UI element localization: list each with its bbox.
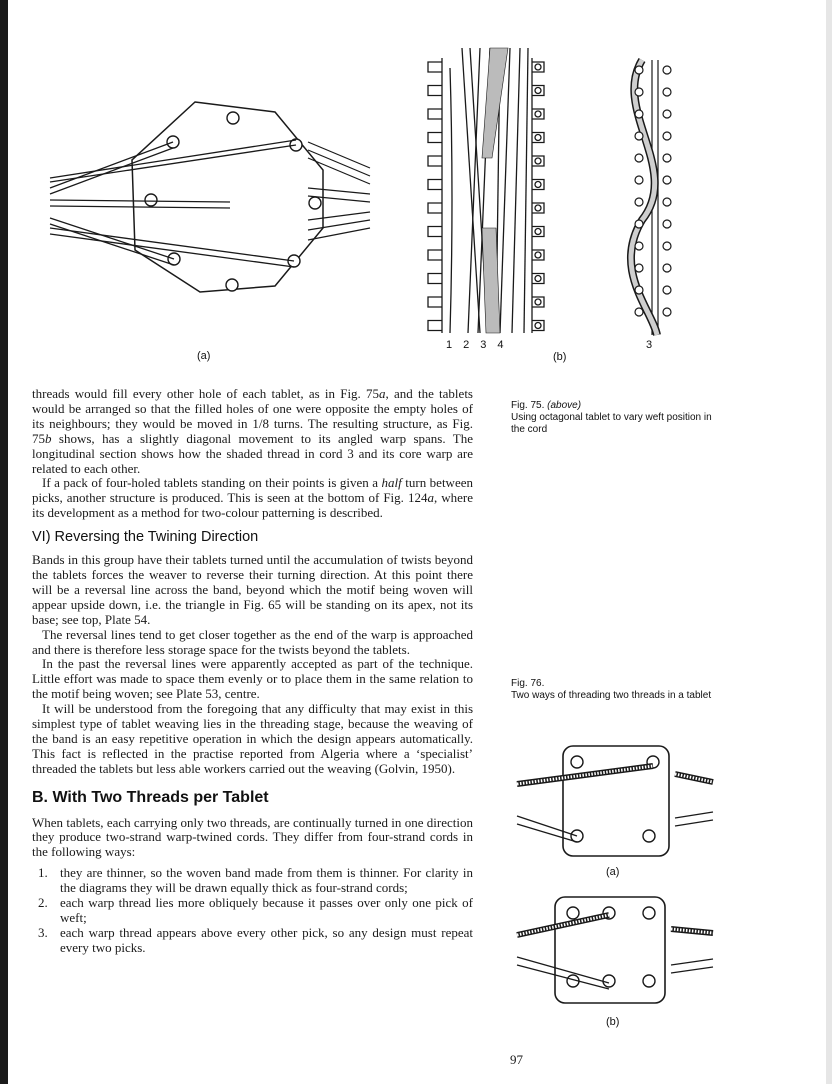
fig75a-label: (a) <box>197 350 211 362</box>
book-binding-edge <box>0 0 8 1084</box>
fig76-number: Fig. 76. <box>511 678 545 689</box>
paragraph-reversal-bands: Bands in this group have their tablets turned until the accumulation of twists beyond the tablets forces the weaver to reverse their turning direction. At this point there will be a reversal line across the band, beyond which the motif being woven will appear upside down, i.e. the triangle in Fig. 65 will be standing on its apex, not its base; see top, Plate 54. <box>32 552 473 627</box>
page-edge-shadow <box>826 0 832 1084</box>
fig76-caption-text: Two ways of threading two threads in a tablet <box>511 690 712 701</box>
list-item: 3. each warp thread appears above every other pick, so any design must repeat every two picks. <box>38 924 473 955</box>
fig75b-label: (b) <box>553 351 567 363</box>
paragraph-two-strand: When tablets, each carrying only two threads, are continually turned in one direction they produce two-strand warp-twined cords. They differ from four-strand cords in the following ways: <box>32 814 473 860</box>
heading-two-threads: B. With Two Threads per Tablet <box>32 788 269 806</box>
paragraph-reversal-lines: The reversal lines tend to get closer together as the end of the warp is approached and there is therefore less storage space for the twists beyond the tablets. <box>32 626 473 657</box>
weft-loops-left <box>428 62 442 331</box>
cord-number-4: 4 <box>497 339 515 351</box>
plain-thread-lower <box>517 957 713 989</box>
section-number: 3 <box>646 339 653 351</box>
list-item: 2. each warp thread lies more obliquely because it passes over only one pick of weft; <box>38 895 473 925</box>
fig75b-cords-diagram <box>420 48 560 338</box>
fig75-number: Fig. 75. <box>511 400 545 411</box>
paragraph-half-turn: If a pack of four-holed tablets standing on their points is given a half turn between picks, another structure is produced. This is seen at the bottom of Fig. 124a, where its development as a method for two-colour patterning is described. <box>32 475 473 521</box>
text-column <box>32 387 473 956</box>
weft-loops-right <box>532 62 544 331</box>
cord-numbers <box>446 339 515 351</box>
twisted-thread-upper <box>517 915 713 935</box>
differences-list <box>32 866 473 955</box>
fig76b-label: (b) <box>606 1016 620 1028</box>
fig75a-octagonal-tablet-diagram <box>40 90 390 310</box>
page-number: 97 <box>510 1052 523 1067</box>
cord-number-3: 3 <box>480 339 498 351</box>
paragraph-past-technique: In the past the reversal lines were apparently accepted as part of the technique. Little effort was made to space them evenly or to place them in the same relation to the motif being woven; see Plate 53, centre. <box>32 656 473 702</box>
plain-thread-lower <box>517 812 713 842</box>
fig75-caption-text: Using octagonal tablet to vary weft position in the cord <box>511 412 712 435</box>
fig76b-tablet-diagram <box>515 893 715 1011</box>
paragraph-threading-stage: It will be understood from the foregoing that any difficulty that may exist in this simplest type of tablet weaving lies in the threading stage, because the weaving of the band is an easy repetitive operation in which the design appears automatically. This fact is reflected in the practise reported from Algeria where a ‘specialist’ threaded the tablets but less able workers carried out the weaving (Golvin, 1950). <box>32 701 473 776</box>
fig75-note: (above) <box>547 400 582 411</box>
paragraph-threads: threads would fill every other hole of each tablet, as in Fig. 75a, and the tablets would be arranged so that the filled holes of one were opposite the empty holes of its neighbours; they would be moved in 1/8 turns. The resulting structure, as Fig. 75b shows, has a slightly diagonal movement to its angled warp spans. The longitudinal section shows how the shaded thread in cord 3 and its core warp are related to each other. <box>32 386 473 476</box>
fig76-caption <box>511 678 721 702</box>
fig75-caption <box>511 400 721 436</box>
fig76a-label: (a) <box>606 866 620 878</box>
list-item: 1. they are thinner, so the woven band made from them is thinner. For clarity in the diagrams they will be drawn equally thick as four-strand cords; <box>38 865 473 896</box>
warp-threads-right <box>308 142 370 240</box>
cord-number-1: 1 <box>446 339 464 351</box>
fig76a-tablet-diagram <box>515 740 715 865</box>
twisted-thread-upper <box>517 766 713 784</box>
fig75b-longitudinal-section <box>612 50 672 340</box>
shaded-thread <box>482 48 508 333</box>
cord-number-2: 2 <box>463 339 481 351</box>
warp-threads-left <box>50 140 296 267</box>
heading-reversing-direction: VI) Reversing the Twining Direction <box>32 529 259 546</box>
